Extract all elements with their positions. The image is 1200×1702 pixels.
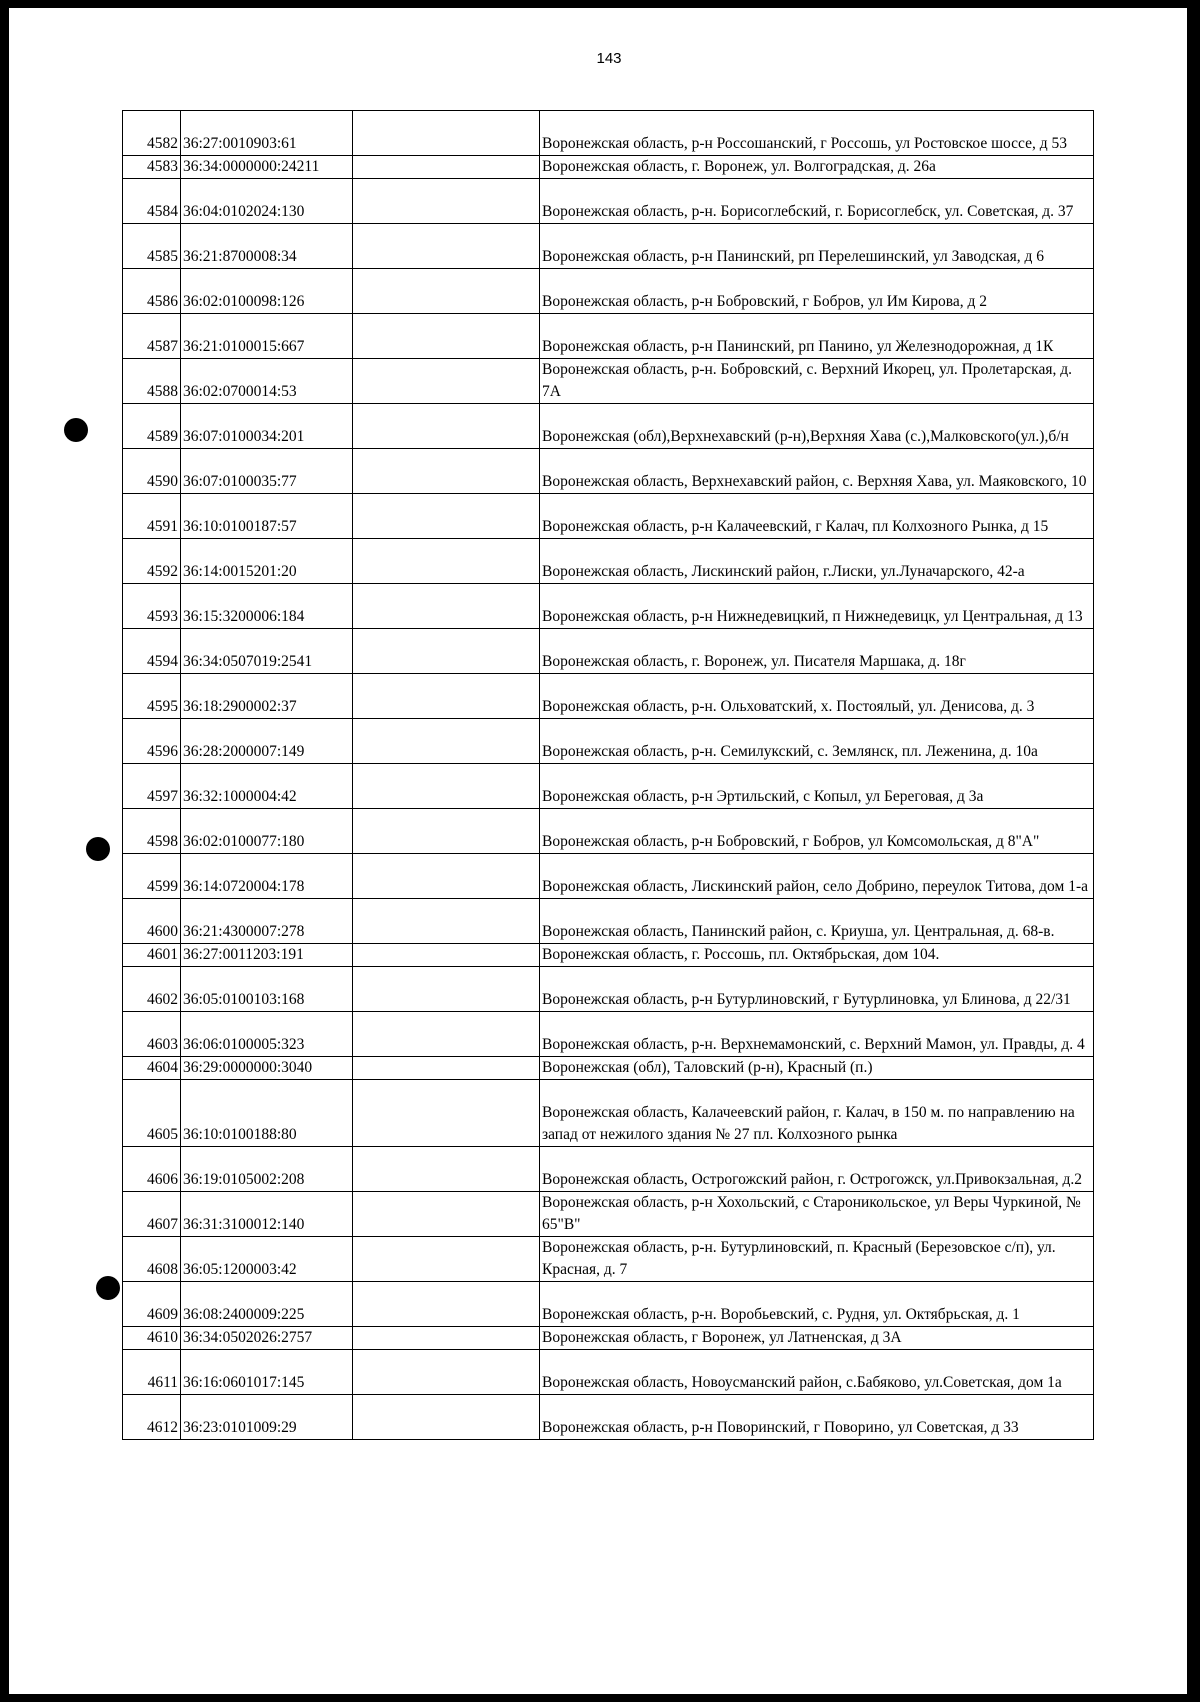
address-cell: Воронежская область, р-н. Бутурлиновский, п. Красный (Березовское с/п), ул. Красная, д. 7 <box>540 1237 1094 1282</box>
empty-cell <box>353 1350 540 1395</box>
table-row <box>123 269 1094 314</box>
empty-cell <box>353 1192 540 1237</box>
address-cell: Воронежская (обл), Таловский (р-н), Красный (п.) <box>540 1057 1094 1080</box>
row-number-cell: 4592 <box>123 539 181 584</box>
cadastral-number-cell: 36:07:0100035:77 <box>181 449 353 494</box>
empty-cell <box>353 1237 540 1282</box>
table-row <box>123 809 1094 854</box>
cadastral-number-cell: 36:02:0700014:53 <box>181 359 353 404</box>
empty-cell <box>353 359 540 404</box>
row-number-cell: 4584 <box>123 179 181 224</box>
scan-border-right <box>1187 0 1200 1702</box>
empty-cell <box>353 629 540 674</box>
empty-cell <box>353 539 540 584</box>
row-number-cell: 4604 <box>123 1057 181 1080</box>
cadastral-number-cell: 36:21:4300007:278 <box>181 899 353 944</box>
empty-cell <box>353 1327 540 1350</box>
row-number-cell: 4593 <box>123 584 181 629</box>
empty-cell <box>353 967 540 1012</box>
scan-border-left <box>0 0 9 1702</box>
table-row <box>123 899 1094 944</box>
table-row <box>123 539 1094 584</box>
table-row <box>123 967 1094 1012</box>
page-number: 143 <box>596 50 622 67</box>
row-number-cell: 4586 <box>123 269 181 314</box>
cadastral-number-cell: 36:05:0100103:168 <box>181 967 353 1012</box>
row-number-cell: 4590 <box>123 449 181 494</box>
table-row <box>123 359 1094 404</box>
cadastral-number-cell: 36:18:2900002:37 <box>181 674 353 719</box>
table-row <box>123 1192 1094 1237</box>
row-number-cell: 4596 <box>123 719 181 764</box>
address-cell: Воронежская область, г. Россошь, пл. Октябрьская, дом 104. <box>540 944 1094 967</box>
registry-table <box>122 110 1094 1440</box>
cadastral-number-cell: 36:06:0100005:323 <box>181 1012 353 1057</box>
table-row <box>123 224 1094 269</box>
cadastral-number-cell: 36:07:0100034:201 <box>181 404 353 449</box>
table-row <box>123 764 1094 809</box>
cadastral-number-cell: 36:34:0000000:24211 <box>181 156 353 179</box>
table-row <box>123 1147 1094 1192</box>
row-number-cell: 4588 <box>123 359 181 404</box>
row-number-cell: 4606 <box>123 1147 181 1192</box>
row-number-cell: 4602 <box>123 967 181 1012</box>
cadastral-number-cell: 36:34:0507019:2541 <box>181 629 353 674</box>
empty-cell <box>353 1012 540 1057</box>
cadastral-number-cell: 36:21:0100015:667 <box>181 314 353 359</box>
row-number-cell: 4612 <box>123 1395 181 1440</box>
row-number-cell: 4603 <box>123 1012 181 1057</box>
registry-table-body <box>123 111 1094 1440</box>
punch-hole-mark <box>86 837 110 861</box>
table-row <box>123 179 1094 224</box>
cadastral-number-cell: 36:14:0015201:20 <box>181 539 353 584</box>
table-row <box>123 1327 1094 1350</box>
address-cell: Воронежская область, р-н. Воробьевский, с. Рудня, ул. Октябрьская, д. 1 <box>540 1282 1094 1327</box>
empty-cell <box>353 719 540 764</box>
table-row <box>123 584 1094 629</box>
address-cell: Воронежская область, р-н Панинский, рп Панино, ул Железнодорожная, д 1К <box>540 314 1094 359</box>
empty-cell <box>353 584 540 629</box>
address-cell: Воронежская область, р-н Бутурлиновский, г Бутурлиновка, ул Блинова, д 22/31 <box>540 967 1094 1012</box>
cadastral-number-cell: 36:34:0502026:2757 <box>181 1327 353 1350</box>
table-row <box>123 111 1094 156</box>
cadastral-number-cell: 36:15:3200006:184 <box>181 584 353 629</box>
address-cell: Воронежская область, р-н. Ольховатский, х. Постоялый, ул. Денисова, д. 3 <box>540 674 1094 719</box>
row-number-cell: 4587 <box>123 314 181 359</box>
address-cell: Воронежская область, р-н Бобровский, г Бобров, ул Комсомольская, д 8"А" <box>540 809 1094 854</box>
table-row <box>123 404 1094 449</box>
table-row <box>123 1282 1094 1327</box>
address-cell: Воронежская область, Лискинский район, г.Лиски, ул.Луначарского, 42-а <box>540 539 1094 584</box>
empty-cell <box>353 809 540 854</box>
cadastral-number-cell: 36:10:0100188:80 <box>181 1080 353 1147</box>
address-cell: Воронежская область, р-н Хохольский, с Староникольское, ул Веры Чуркиной, № 65"В" <box>540 1192 1094 1237</box>
row-number-cell: 4611 <box>123 1350 181 1395</box>
address-cell: Воронежская область, р-н. Верхнемамонский, с. Верхний Мамон, ул. Правды, д. 4 <box>540 1012 1094 1057</box>
table-row <box>123 1237 1094 1282</box>
empty-cell <box>353 1147 540 1192</box>
address-cell: Воронежская область, р-н Бобровский, г Бобров, ул Им Кирова, д 2 <box>540 269 1094 314</box>
empty-cell <box>353 314 540 359</box>
table-row <box>123 314 1094 359</box>
punch-hole-mark <box>64 418 88 442</box>
table-row <box>123 629 1094 674</box>
table-row <box>123 1395 1094 1440</box>
row-number-cell: 4583 <box>123 156 181 179</box>
table-row <box>123 674 1094 719</box>
address-cell: Воронежская область, г Воронеж, ул Латненская, д 3А <box>540 1327 1094 1350</box>
address-cell: Воронежская (обл),Верхнехавский (р-н),Верхняя Хава (с.),Малковского(ул.),б/н <box>540 404 1094 449</box>
table-row <box>123 156 1094 179</box>
scan-border-bottom <box>0 1694 1200 1702</box>
table-row <box>123 1012 1094 1057</box>
cadastral-number-cell: 36:08:2400009:225 <box>181 1282 353 1327</box>
table-row <box>123 1080 1094 1147</box>
cadastral-number-cell: 36:27:0010903:61 <box>181 111 353 156</box>
table-row <box>123 494 1094 539</box>
row-number-cell: 4601 <box>123 944 181 967</box>
row-number-cell: 4597 <box>123 764 181 809</box>
row-number-cell: 4610 <box>123 1327 181 1350</box>
address-cell: Воронежская область, р-н Калачеевский, г Калач, пл Колхозного Рынка, д 15 <box>540 494 1094 539</box>
address-cell: Воронежская область, р-н. Семилукский, с. Землянск, пл. Леженина, д. 10а <box>540 719 1094 764</box>
address-cell: Воронежская область, Лискинский район, село Добрино, переулок Титова, дом 1-а <box>540 854 1094 899</box>
cadastral-number-cell: 36:21:8700008:34 <box>181 224 353 269</box>
empty-cell <box>353 899 540 944</box>
row-number-cell: 4598 <box>123 809 181 854</box>
cadastral-number-cell: 36:23:0101009:29 <box>181 1395 353 1440</box>
row-number-cell: 4591 <box>123 494 181 539</box>
row-number-cell: 4599 <box>123 854 181 899</box>
address-cell: Воронежская область, р-н Эртильский, с Копыл, ул Береговая, д 3а <box>540 764 1094 809</box>
row-number-cell: 4605 <box>123 1080 181 1147</box>
row-number-cell: 4595 <box>123 674 181 719</box>
empty-cell <box>353 674 540 719</box>
empty-cell <box>353 449 540 494</box>
row-number-cell: 4582 <box>123 111 181 156</box>
address-cell: Воронежская область, р-н Россошанский, г Россошь, ул Ростовское шоссе, д 53 <box>540 111 1094 156</box>
punch-hole-mark <box>96 1276 120 1300</box>
address-cell: Воронежская область, р-н Панинский, рп Перелешинский, ул Заводская, д 6 <box>540 224 1094 269</box>
empty-cell <box>353 764 540 809</box>
empty-cell <box>353 1057 540 1080</box>
cadastral-number-cell: 36:19:0105002:208 <box>181 1147 353 1192</box>
table-row <box>123 944 1094 967</box>
row-number-cell: 4594 <box>123 629 181 674</box>
empty-cell <box>353 494 540 539</box>
empty-cell <box>353 269 540 314</box>
cadastral-number-cell: 36:02:0100098:126 <box>181 269 353 314</box>
row-number-cell: 4609 <box>123 1282 181 1327</box>
cadastral-number-cell: 36:14:0720004:178 <box>181 854 353 899</box>
table-row <box>123 1350 1094 1395</box>
empty-cell <box>353 111 540 156</box>
empty-cell <box>353 944 540 967</box>
empty-cell <box>353 1080 540 1147</box>
empty-cell <box>353 854 540 899</box>
row-number-cell: 4607 <box>123 1192 181 1237</box>
address-cell: Воронежская область, Верхнехавский район, с. Верхняя Хава, ул. Маяковского, 10 <box>540 449 1094 494</box>
address-cell: Воронежская область, г. Воронеж, ул. Волгоградская, д. 26а <box>540 156 1094 179</box>
cadastral-number-cell: 36:29:0000000:3040 <box>181 1057 353 1080</box>
row-number-cell: 4589 <box>123 404 181 449</box>
empty-cell <box>353 179 540 224</box>
address-cell: Воронежская область, Острогожский район, г. Острогожск, ул.Привокзальная, д.2 <box>540 1147 1094 1192</box>
empty-cell <box>353 156 540 179</box>
cadastral-number-cell: 36:31:3100012:140 <box>181 1192 353 1237</box>
cadastral-number-cell: 36:10:0100187:57 <box>181 494 353 539</box>
cadastral-number-cell: 36:16:0601017:145 <box>181 1350 353 1395</box>
empty-cell <box>353 224 540 269</box>
table-row <box>123 719 1094 764</box>
cadastral-number-cell: 36:04:0102024:130 <box>181 179 353 224</box>
row-number-cell: 4585 <box>123 224 181 269</box>
empty-cell <box>353 404 540 449</box>
row-number-cell: 4608 <box>123 1237 181 1282</box>
table-row <box>123 449 1094 494</box>
address-cell: Воронежская область, р-н Нижнедевицкий, п Нижнедевицк, ул Центральная, д 13 <box>540 584 1094 629</box>
cadastral-number-cell: 36:05:1200003:42 <box>181 1237 353 1282</box>
table-row <box>123 854 1094 899</box>
empty-cell <box>353 1282 540 1327</box>
address-cell: Воронежская область, Калачеевский район, г. Калач, в 150 м. по направлению на запад от нежилого здания № 27 пл. Колхозного рынка <box>540 1080 1094 1147</box>
table-row <box>123 1057 1094 1080</box>
address-cell: Воронежская область, г. Воронеж, ул. Писателя Маршака, д. 18г <box>540 629 1094 674</box>
cadastral-number-cell: 36:02:0100077:180 <box>181 809 353 854</box>
cadastral-number-cell: 36:27:0011203:191 <box>181 944 353 967</box>
empty-cell <box>353 1395 540 1440</box>
address-cell: Воронежская область, Панинский район, с. Криуша, ул. Центральная, д. 68-в. <box>540 899 1094 944</box>
cadastral-number-cell: 36:32:1000004:42 <box>181 764 353 809</box>
address-cell: Воронежская область, р-н Поворинский, г Поворино, ул Советская, д 33 <box>540 1395 1094 1440</box>
row-number-cell: 4600 <box>123 899 181 944</box>
address-cell: Воронежская область, р-н. Борисоглебский, г. Борисоглебск, ул. Советская, д. 37 <box>540 179 1094 224</box>
address-cell: Воронежская область, Новоусманский район, с.Бабяково, ул.Советская, дом 1а <box>540 1350 1094 1395</box>
cadastral-number-cell: 36:28:2000007:149 <box>181 719 353 764</box>
address-cell: Воронежская область, р-н. Бобровский, с. Верхний Икорец, ул. Пролетарская, д. 7А <box>540 359 1094 404</box>
scan-border-top <box>0 0 1200 8</box>
